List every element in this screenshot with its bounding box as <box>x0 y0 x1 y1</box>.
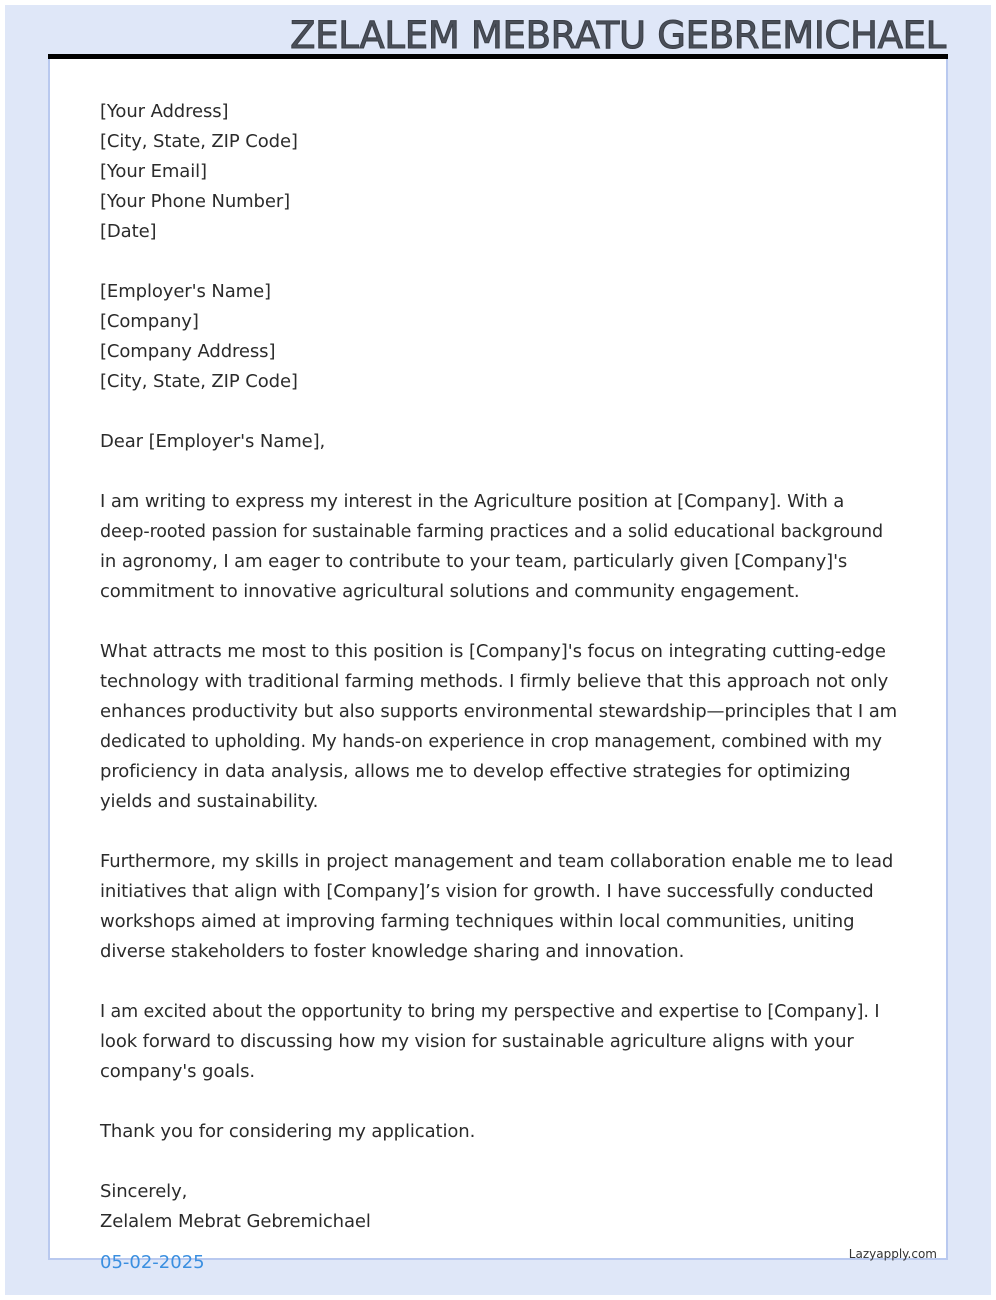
recipient-company-address: [Company Address] <box>100 341 276 362</box>
closing-block <box>100 1177 900 1237</box>
brand-watermark: Lazyapply.com <box>848 1247 937 1261</box>
paragraph-line: company's goals. <box>100 1061 255 1082</box>
paragraph-intro <box>100 487 900 607</box>
paragraph-closing <box>100 997 900 1087</box>
sender-address: [Your Address] <box>100 101 229 122</box>
paragraph-line: yields and sustainability. <box>100 791 319 812</box>
paragraph-line: I am excited about the opportunity to bring my perspective and expertise to [Company]. I <box>100 1002 880 1022</box>
paragraph-motivation <box>100 637 900 817</box>
paragraph-line: technology with traditional farming methods. I firmly believe that this approach not only <box>100 671 889 692</box>
salutation <box>100 427 900 457</box>
paragraph-line: Furthermore, my skills in project management and team collaboration enable me to lead <box>100 851 894 872</box>
sender-email: [Your Email] <box>100 161 207 182</box>
paragraph-line: dedicated to upholding. My hands-on experience in crop management, combined with my <box>100 732 882 752</box>
sender-phone: [Your Phone Number] <box>100 191 291 212</box>
paragraph-line: workshops aimed at improving farming techniques within local communities, uniting <box>100 911 855 932</box>
recipient-name: [Employer's Name] <box>100 281 271 302</box>
salutation-text: Dear [Employer's Name], <box>100 431 326 452</box>
paragraph-line: look forward to discussing how my vision for sustainable agriculture aligns with your <box>100 1031 854 1052</box>
paragraph-line: in agronomy, I am eager to contribute to your team, particularly given [Company]'s <box>100 551 848 572</box>
sender-city-state-zip: [City, State, ZIP Code] <box>100 131 298 152</box>
paragraph-line: deep-rooted passion for sustainable farming practices and a solid educational background <box>100 522 883 542</box>
recipient-company: [Company] <box>100 311 199 332</box>
letter-body <box>100 97 900 1237</box>
paragraph-line: initiatives that align with [Company]’s vision for growth. I have successfully conducted <box>100 881 874 902</box>
recipient-city-state-zip: [City, State, ZIP Code] <box>100 371 298 392</box>
paragraph-line: commitment to innovative agricultural solutions and community engagement. <box>100 581 800 602</box>
paragraph-line: proficiency in data analysis, allows me to develop effective strategies for optimizing <box>100 761 851 782</box>
applicant-name-heading: ZELALEM MEBRATU GEBREMICHAEL <box>290 14 946 57</box>
paragraph-line: I am writing to express my interest in the Agriculture position at [Company]. With a <box>100 491 845 512</box>
valediction: Sincerely, <box>100 1181 188 1202</box>
paragraph-line: enhances productivity but also supports environmental stewardship—principles that I am <box>100 701 898 722</box>
paragraph-line: diverse stakeholders to foster knowledge sharing and innovation. <box>100 941 685 962</box>
signature-name: Zelalem Mebrat Gebremichael <box>100 1211 371 1232</box>
paragraph-line: What attracts me most to this position is [Company]'s focus on integrating cutting-edge <box>100 641 886 662</box>
footer-date: 05-02-2025 <box>100 1252 205 1273</box>
sender-address-block <box>100 97 900 247</box>
sender-date: [Date] <box>100 221 157 242</box>
paragraph-line: Thank you for considering my application. <box>100 1121 476 1142</box>
recipient-address-block <box>100 277 900 397</box>
paragraph-thanks <box>100 1117 900 1147</box>
paragraph-skills <box>100 847 900 967</box>
